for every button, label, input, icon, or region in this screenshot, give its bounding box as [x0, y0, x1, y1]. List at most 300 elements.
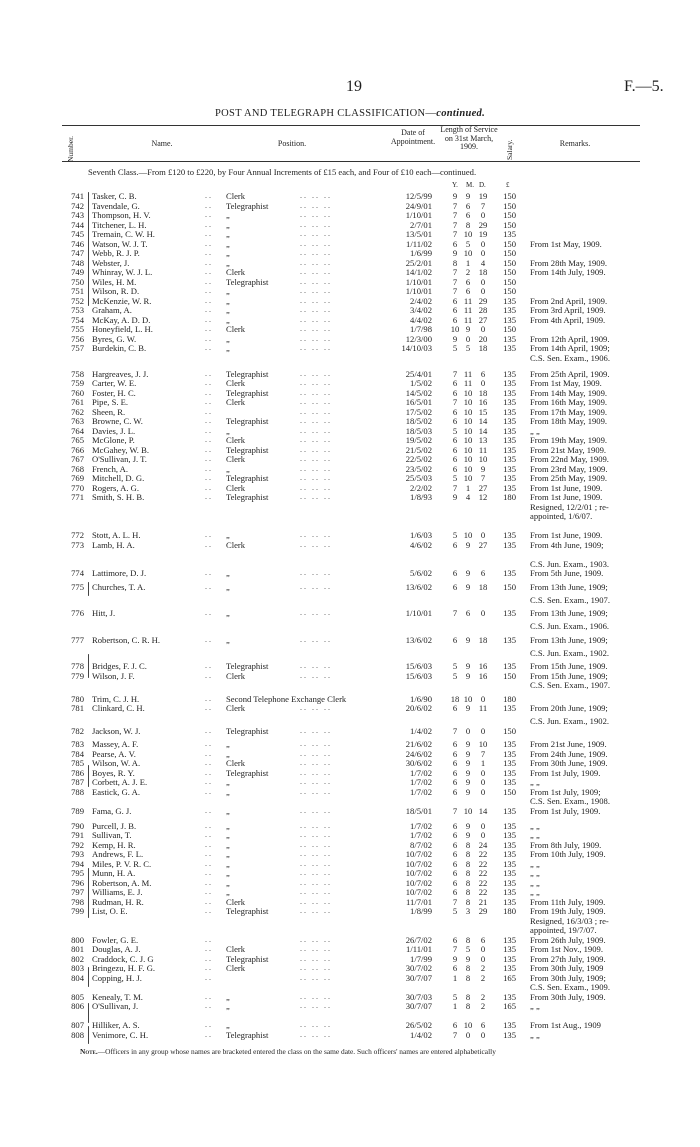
cell-pos: Clerk	[226, 454, 246, 464]
cell-date: 1/7/99	[410, 954, 432, 964]
cell-y: 6	[452, 582, 458, 592]
cell-no: 763	[71, 416, 84, 426]
cell-pos: Clerk	[226, 191, 246, 201]
cell-no: 788	[71, 787, 84, 797]
leader-dots: .. .. ..	[300, 277, 332, 286]
cell-rem: „ „	[530, 821, 540, 831]
cell-sal: 150	[503, 201, 516, 211]
leader-dots: ..	[205, 806, 213, 815]
cell-rem: C.S. Sen. Exam., 1909.	[530, 982, 610, 992]
cell-no: 771	[71, 492, 84, 502]
cell-pos: „	[226, 887, 230, 897]
cell-rem: From 15th June, 1909;	[530, 671, 608, 681]
cell-d: 11	[478, 445, 488, 455]
cell-date: 1/7/02	[410, 787, 432, 797]
cell-y: 1	[452, 1001, 458, 1011]
cell-date: 26/5/02	[405, 1020, 432, 1030]
leader-dots: ..	[205, 582, 213, 591]
cell-name: Hargreaves, J. J.	[92, 369, 149, 379]
cell-pos: „	[226, 334, 230, 344]
cell-pos: Telegraphist	[226, 445, 269, 455]
leader-dots: ..	[205, 768, 213, 777]
table-row	[0, 492, 700, 502]
leader-dots: .. .. ..	[300, 878, 332, 887]
cell-rem: C.S. Sen. Exam., 1906.	[530, 353, 610, 363]
unit-months: M.	[466, 181, 474, 189]
cell-rem: From 24th June, 1909.	[530, 749, 608, 759]
cell-sal: 135	[503, 878, 516, 888]
column-header-remarks: Remarks.	[559, 139, 591, 148]
cell-m: 8	[465, 840, 471, 850]
cell-no: 790	[71, 821, 84, 831]
unit-days: D.	[479, 181, 486, 189]
leader-dots: .. .. ..	[300, 426, 332, 435]
leader-dots: ..	[205, 258, 213, 267]
cell-pos: „	[226, 830, 230, 840]
cell-sal: 135	[503, 464, 516, 474]
cell-sal: 135	[503, 963, 516, 973]
title-main: POST AND TELEGRAPH CLASSIFICATION—	[214, 108, 437, 119]
leader-dots: ..	[205, 608, 213, 617]
table-row	[0, 777, 700, 787]
leader-dots: .. .. ..	[300, 530, 332, 539]
cell-rem: From 8th July, 1909.	[530, 840, 602, 850]
cell-date: 1/7/98	[410, 324, 432, 334]
leader-dots: ..	[205, 492, 213, 501]
leader-dots: .. .. ..	[300, 887, 332, 896]
cell-sal: 165	[503, 1001, 516, 1011]
cell-d: 0	[480, 830, 486, 840]
cell-m: 10	[463, 694, 473, 704]
cell-y: 6	[452, 416, 458, 426]
cell-name: Munn, H. A.	[92, 868, 136, 878]
leader-dots: ..	[205, 201, 213, 210]
leader-dots: ..	[205, 671, 213, 680]
cell-date: 1/6/03	[410, 530, 432, 540]
cell-pos: Clerk	[226, 540, 246, 550]
cell-sal: 135	[503, 806, 516, 816]
leader-dots: .. .. ..	[300, 582, 332, 591]
table-row-continuation	[0, 353, 700, 363]
cell-pos: Clerk	[226, 324, 246, 334]
cell-rem: From 12th April, 1909.	[530, 334, 610, 344]
cell-name: Tremain, C. W. H.	[92, 229, 155, 239]
cell-d: 22	[478, 887, 488, 897]
cell-name: Andrews, F. L.	[92, 849, 144, 859]
cell-no: 797	[71, 887, 84, 897]
cell-date: 10/7/02	[405, 878, 432, 888]
cell-y: 5	[452, 992, 458, 1002]
leader-dots: ..	[205, 568, 213, 577]
cell-pos: Clerk	[226, 483, 246, 493]
leader-dots: ..	[205, 1020, 213, 1029]
cell-m: 9	[465, 671, 471, 681]
cell-y: 6	[452, 935, 458, 945]
cell-no: 787	[71, 777, 84, 787]
cell-sal: 180	[503, 906, 516, 916]
cell-no: 742	[71, 201, 84, 211]
cell-no: 743	[71, 210, 84, 220]
footnote	[80, 1047, 496, 1056]
cell-name: Tasker, C. B.	[92, 191, 137, 201]
cell-y: 9	[452, 954, 458, 964]
cell-rem: From 3rd April, 1909.	[530, 305, 606, 315]
table-row-continuation	[0, 982, 700, 992]
cell-rem: From 4th June, 1909;	[530, 540, 604, 550]
leader-dots: ..	[205, 840, 213, 849]
cell-y: 9	[452, 191, 458, 201]
cell-y: 6	[452, 464, 458, 474]
leader-dots: .. .. ..	[300, 445, 332, 454]
cell-d: 0	[480, 210, 486, 220]
cell-name: Smith, S. H. B.	[92, 492, 145, 502]
cell-y: 7	[452, 806, 458, 816]
leader-dots: .. .. ..	[300, 1001, 332, 1010]
cell-no: 807	[71, 1020, 84, 1030]
cell-m: 9	[465, 768, 471, 778]
cell-pos: „	[226, 840, 230, 850]
cell-sal: 135	[503, 1030, 516, 1040]
cell-sal: 135	[503, 454, 516, 464]
cell-y: 6	[452, 703, 458, 713]
cell-m: 2	[465, 267, 471, 277]
cell-m: 1	[465, 483, 471, 493]
cell-rem: From 21st June, 1909.	[530, 739, 607, 749]
table-row-continuation	[0, 716, 700, 726]
cell-rem: From 30th July, 1909	[530, 963, 604, 973]
leader-dots: ..	[205, 1001, 213, 1010]
cell-rem: From 25th April, 1909.	[530, 369, 610, 379]
cell-d: 24	[478, 840, 488, 850]
cell-sal: 135	[503, 334, 516, 344]
cell-name: Kenealy, T. M.	[92, 992, 143, 1002]
cell-d: 18	[478, 343, 488, 353]
cell-rem: From 1st June, 1909.	[530, 483, 603, 493]
cell-date: 11/7/01	[406, 897, 432, 907]
cell-sal: 135	[503, 378, 516, 388]
cell-no: 796	[71, 878, 84, 888]
cell-rem: From 4th April, 1909.	[530, 315, 606, 325]
cell-no: 758	[71, 369, 84, 379]
cell-no: 784	[71, 749, 84, 759]
cell-m: 5	[465, 239, 471, 249]
table-row	[0, 635, 700, 645]
cell-date: 15/6/03	[405, 661, 432, 671]
cell-rem: From 23rd May, 1909.	[530, 464, 608, 474]
cell-m: 0	[465, 334, 471, 344]
cell-no: 752	[71, 296, 84, 306]
cell-sal: 135	[503, 758, 516, 768]
cell-d: 27	[478, 540, 488, 550]
cell-no: 805	[71, 992, 84, 1002]
leader-dots: .. .. ..	[300, 492, 332, 501]
leader-dots: ..	[205, 483, 213, 492]
table-row	[0, 1030, 700, 1040]
cell-date: 8/7/02	[410, 840, 432, 850]
cell-rem: From 2nd April, 1909.	[530, 296, 608, 306]
cell-date: 1/11/01	[406, 944, 432, 954]
table-row	[0, 906, 700, 916]
cell-pos: Telegraphist	[226, 201, 269, 211]
cell-pos: Telegraphist	[226, 726, 269, 736]
cell-no: 803	[71, 963, 84, 973]
cell-d: 1	[480, 758, 486, 768]
cell-m: 11	[463, 315, 473, 325]
table-row	[0, 868, 700, 878]
cell-rem: From 18th May, 1909.	[530, 416, 608, 426]
cell-d: 10	[478, 739, 488, 749]
table-row	[0, 324, 700, 334]
cell-y: 5	[452, 530, 458, 540]
cell-y: 6	[452, 315, 458, 325]
cell-date: 10/7/02	[405, 849, 432, 859]
cell-d: 19	[478, 229, 488, 239]
cell-name: Carter, W. E.	[92, 378, 137, 388]
cell-y: 10	[450, 324, 460, 334]
leader-dots: ..	[205, 935, 213, 944]
cell-pos: „	[226, 229, 230, 239]
cell-no: 779	[71, 671, 84, 681]
cell-rem: From 15th June, 1909.	[530, 661, 608, 671]
cell-name: Williams, E. J.	[92, 887, 143, 897]
table-row	[0, 1020, 700, 1030]
leader-dots: ..	[205, 661, 213, 670]
cell-pos: Telegraphist	[226, 954, 269, 964]
cell-d: 29	[478, 906, 488, 916]
table-row	[0, 210, 700, 220]
cell-pos: „	[226, 239, 230, 249]
cell-d: 18	[478, 635, 488, 645]
cell-name: McKay, A. D. D.	[92, 315, 151, 325]
cell-y: 6	[452, 296, 458, 306]
cell-y: 18	[450, 694, 460, 704]
cell-date: 30/6/02	[405, 758, 432, 768]
cell-m: 0	[465, 726, 471, 736]
table-row	[0, 305, 700, 315]
cell-rem: From 13th June, 1909;	[530, 582, 608, 592]
cell-y: 6	[452, 435, 458, 445]
cell-date: 1/10/01	[405, 286, 432, 296]
cell-date: 30/7/07	[405, 1001, 432, 1011]
cell-no: 757	[71, 343, 84, 353]
cell-sal: 135	[503, 887, 516, 897]
cell-name: Webb, R. J. P.	[92, 248, 140, 258]
cell-m: 1	[465, 258, 471, 268]
group-bracket	[88, 192, 89, 306]
leader-dots: .. .. ..	[300, 868, 332, 877]
leader-dots: .. .. ..	[300, 703, 332, 712]
cell-rem: From 1st July, 1909;	[530, 787, 601, 797]
leader-dots: .. .. ..	[300, 407, 332, 416]
cell-sal: 135	[503, 315, 516, 325]
cell-date: 30/7/02	[405, 963, 432, 973]
table-row-continuation	[0, 595, 700, 605]
cell-name: Jackson, W. J.	[92, 726, 141, 736]
table-row-continuation	[0, 511, 700, 521]
cell-m: 10	[463, 530, 473, 540]
cell-y: 6	[452, 768, 458, 778]
leader-dots: ..	[205, 859, 213, 868]
cell-no: 770	[71, 483, 84, 493]
cell-y: 6	[452, 568, 458, 578]
table-row-continuation	[0, 925, 700, 935]
table-row-continuation	[0, 648, 700, 658]
cell-pos: „	[226, 806, 230, 816]
cell-pos: Clerk	[226, 267, 246, 277]
cell-no: 761	[71, 397, 84, 407]
leader-dots: .. .. ..	[300, 1030, 332, 1039]
leader-dots: ..	[205, 739, 213, 748]
cell-name: Tavendale, G.	[92, 201, 140, 211]
cell-no: 775	[71, 582, 84, 592]
cell-sal: 135	[503, 388, 516, 398]
leader-dots: .. .. ..	[300, 897, 332, 906]
cell-m: 8	[465, 973, 471, 983]
cell-name: Robertson, A. M.	[92, 878, 152, 888]
cell-no: 753	[71, 305, 84, 315]
cell-d: 2	[480, 973, 486, 983]
cell-d: 0	[480, 768, 486, 778]
cell-pos: Clerk	[226, 758, 246, 768]
column-header-service: Length of Service on 31st March, 1909.	[440, 125, 498, 151]
cell-m: 10	[463, 416, 473, 426]
cell-date: 15/6/03	[405, 671, 432, 681]
cell-sal: 135	[503, 840, 516, 850]
cell-m: 10	[463, 1020, 473, 1030]
cell-no: 764	[71, 426, 84, 436]
cell-no: 793	[71, 849, 84, 859]
cell-d: 0	[480, 248, 486, 258]
cell-m: 9	[465, 324, 471, 334]
cell-sal: 135	[503, 849, 516, 859]
cell-sal: 135	[503, 739, 516, 749]
cell-d: 22	[478, 859, 488, 869]
cell-date: 24/6/02	[405, 749, 432, 759]
cell-rem: C.S. Sen. Exam., 1907.	[530, 680, 610, 690]
cell-name: McGahey, W. B.	[92, 445, 149, 455]
cell-d: 18	[478, 267, 488, 277]
leader-dots: .. .. ..	[300, 296, 332, 305]
leader-dots: .. .. ..	[300, 334, 332, 343]
cell-y: 7	[452, 369, 458, 379]
cell-y: 7	[452, 229, 458, 239]
cell-d: 14	[478, 416, 488, 426]
cell-pos: „	[226, 464, 230, 474]
cell-date: 19/5/02	[405, 435, 432, 445]
leader-dots: .. .. ..	[300, 397, 332, 406]
cell-name: Copping, H. J.	[92, 973, 142, 983]
cell-no: 750	[71, 277, 84, 287]
cell-m: 10	[463, 454, 473, 464]
footnote-label: Note.	[80, 1047, 98, 1056]
leader-dots: ..	[205, 992, 213, 1001]
leader-dots: .. .. ..	[300, 191, 332, 200]
cell-y: 5	[452, 426, 458, 436]
cell-rem: From 13th June, 1909;	[530, 608, 608, 618]
cell-sal: 135	[503, 935, 516, 945]
cell-d: 0	[480, 378, 486, 388]
cell-rem: From 1st Nov., 1909.	[530, 944, 603, 954]
cell-m: 10	[463, 445, 473, 455]
cell-y: 7	[452, 944, 458, 954]
cell-d: 15	[478, 407, 488, 417]
cell-sal: 135	[503, 749, 516, 759]
cell-d: 2	[480, 992, 486, 1002]
cell-rem: From 25th May, 1909.	[530, 473, 608, 483]
cell-m: 6	[465, 608, 471, 618]
cell-name: Browne, C. W.	[92, 416, 143, 426]
cell-m: 6	[465, 286, 471, 296]
cell-no: 798	[71, 897, 84, 907]
leader-dots: .. .. ..	[300, 661, 332, 670]
leader-dots: ..	[205, 830, 213, 839]
cell-name: Eastick, G. A.	[92, 787, 140, 797]
leader-dots: .. .. ..	[300, 830, 332, 839]
cell-rem: appointed, 1/6/07.	[530, 511, 593, 521]
leader-dots: ..	[205, 397, 213, 406]
cell-m: 9	[465, 830, 471, 840]
cell-date: 12/3/00	[405, 334, 432, 344]
leader-dots: .. .. ..	[300, 473, 332, 482]
leader-dots: .. .. ..	[300, 248, 332, 257]
cell-date: 13/5/01	[405, 229, 432, 239]
cell-pos: „	[226, 210, 230, 220]
cell-rem: From 5th June, 1909.	[530, 568, 604, 578]
cell-sal: 135	[503, 635, 516, 645]
cell-date: 1/8/99	[410, 906, 432, 916]
group-bracket	[88, 582, 89, 596]
leader-dots: .. .. ..	[300, 954, 332, 963]
cell-name: Miles, P. V. R. C.	[92, 859, 152, 869]
cell-d: 7	[480, 749, 486, 759]
leader-dots: .. .. ..	[300, 906, 332, 915]
cell-name: Wilson, J. F.	[92, 671, 135, 681]
cell-m: 3	[465, 906, 471, 916]
column-header-date: Date of Appointment.	[390, 128, 436, 146]
cell-m: 9	[465, 954, 471, 964]
cell-no: 754	[71, 315, 84, 325]
cell-pos: „	[226, 821, 230, 831]
cell-name: Honeyfield, L. H.	[92, 324, 153, 334]
cell-no: 778	[71, 661, 84, 671]
cell-no: 774	[71, 568, 84, 578]
leader-dots: .. .. ..	[300, 568, 332, 577]
cell-sal: 135	[503, 954, 516, 964]
cell-sal: 135	[503, 426, 516, 436]
cell-name: O'Sullivan, J. T.	[92, 454, 147, 464]
cell-no: 767	[71, 454, 84, 464]
leader-dots: .. .. ..	[300, 726, 332, 735]
cell-date: 10/7/02	[405, 859, 432, 869]
cell-m: 11	[463, 296, 473, 306]
cell-sal: 150	[503, 191, 516, 201]
cell-m: 9	[465, 777, 471, 787]
cell-m: 10	[463, 426, 473, 436]
leader-dots: ..	[205, 435, 213, 444]
cell-rem: From 14th April, 1909;	[530, 343, 610, 353]
cell-m: 8	[465, 935, 471, 945]
cell-y: 9	[452, 334, 458, 344]
cell-date: 1/8/93	[410, 492, 432, 502]
cell-date: 1/7/02	[410, 777, 432, 787]
cell-name: Foster, H. C.	[92, 388, 136, 398]
cell-pos: „	[226, 1001, 230, 1011]
cell-name: Graham, A.	[92, 305, 132, 315]
cell-rem: „ „	[530, 830, 540, 840]
leader-dots: .. .. ..	[300, 849, 332, 858]
cell-name: Stott, A. L. H.	[92, 530, 141, 540]
cell-name: Mitchell, D. G.	[92, 473, 145, 483]
